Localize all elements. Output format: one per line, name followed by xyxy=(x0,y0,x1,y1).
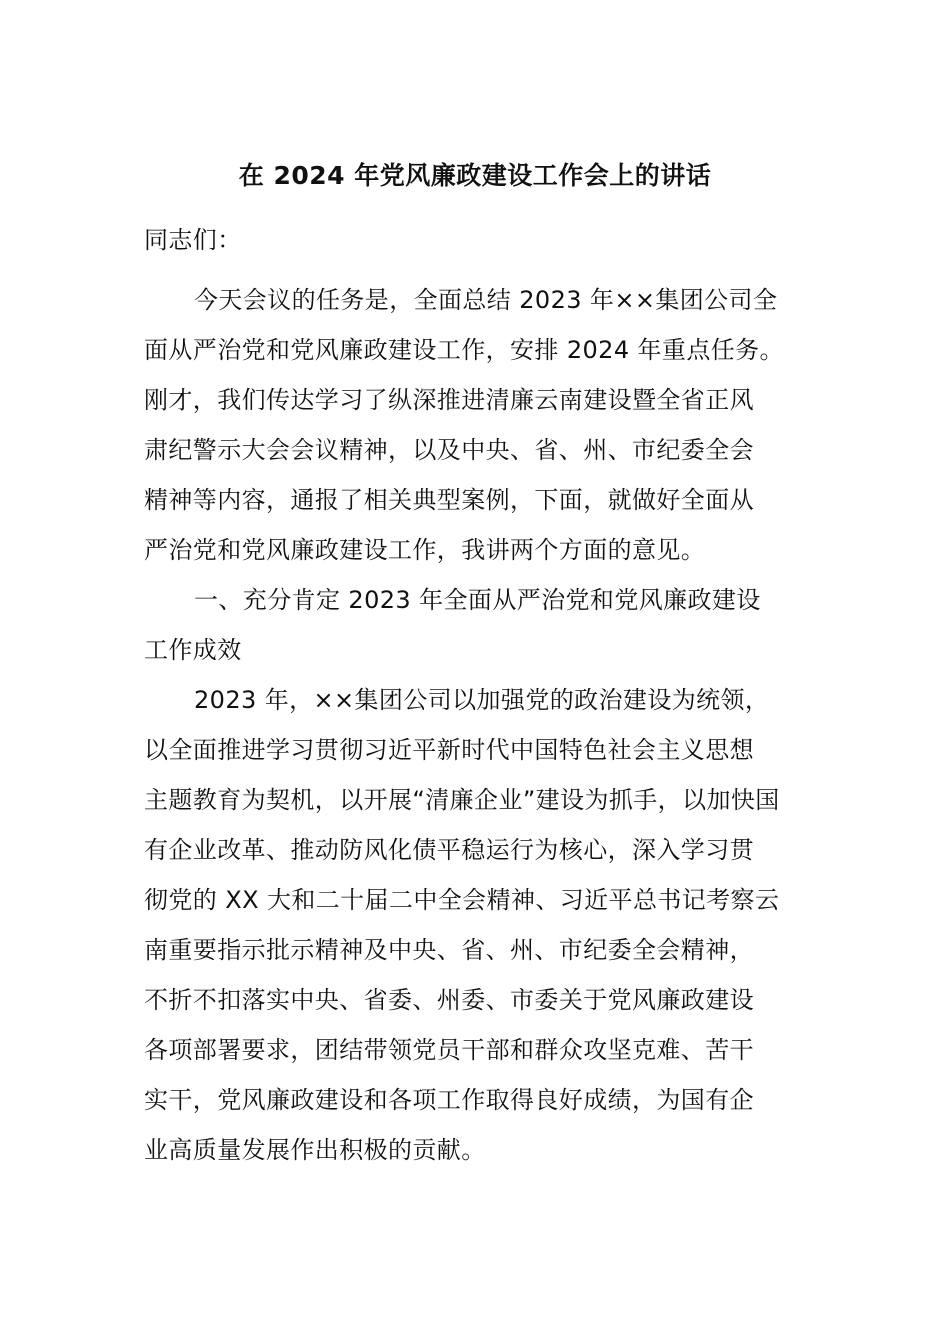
paragraph-line: 面从严治党和党风廉政建设工作，安排 2024 年重点任务。 xyxy=(144,336,784,364)
paragraph-line: 各项部署要求，团结带领党员干部和群众攻坚克难、苦干 xyxy=(144,1036,754,1064)
paragraph-line: 主题教育为契机，以开展“清廉企业”建设为抓手，以加快国 xyxy=(144,786,780,814)
paragraph-line: 严治党和党风廉政建设工作，我讲两个方面的意见。 xyxy=(144,536,706,564)
paragraph-line: 2023 年，××集团公司以加强党的政治建设为统领， xyxy=(194,686,770,714)
paragraph-line: 南重要指示批示精神及中央、省、州、市纪委全会精神， xyxy=(144,936,754,964)
paragraph-line: 肃纪警示大会会议精神，以及中央、省、州、市纪委全会 xyxy=(144,436,754,464)
paragraph-line: 有企业改革、推动防风化债平稳运行为核心，深入学习贯 xyxy=(144,836,754,864)
paragraph-line: 实干，党风廉政建设和各项工作取得良好成绩，为国有企 xyxy=(144,1086,754,1114)
salutation: 同志们： xyxy=(144,226,242,254)
paragraph-line: 刚才，我们传达学习了纵深推进清廉云南建设暨全省正风 xyxy=(144,386,754,414)
section-heading-line: 工作成效 xyxy=(144,636,242,664)
document-title: 在 2024 年党风廉政建设工作会上的讲话 xyxy=(238,161,712,190)
section-heading-line: 一、充分肯定 2023 年全面从严治党和党风廉政建设 xyxy=(194,586,761,614)
paragraph-line: 精神等内容，通报了相关典型案例，下面，就做好全面从 xyxy=(144,486,754,514)
paragraph-line: 以全面推进学习贯彻习近平新时代中国特色社会主义思想 xyxy=(144,736,754,764)
paragraph-line: 业高质量发展作出积极的贡献。 xyxy=(144,1136,486,1164)
paragraph-line: 彻党的 XX 大和二十届二中全会精神、习近平总书记考察云 xyxy=(144,886,780,914)
paragraph-line: 今天会议的任务是，全面总结 2023 年××集团公司全 xyxy=(194,286,778,314)
paragraph-line: 不折不扣落实中央、省委、州委、市委关于党风廉政建设 xyxy=(144,986,754,1014)
